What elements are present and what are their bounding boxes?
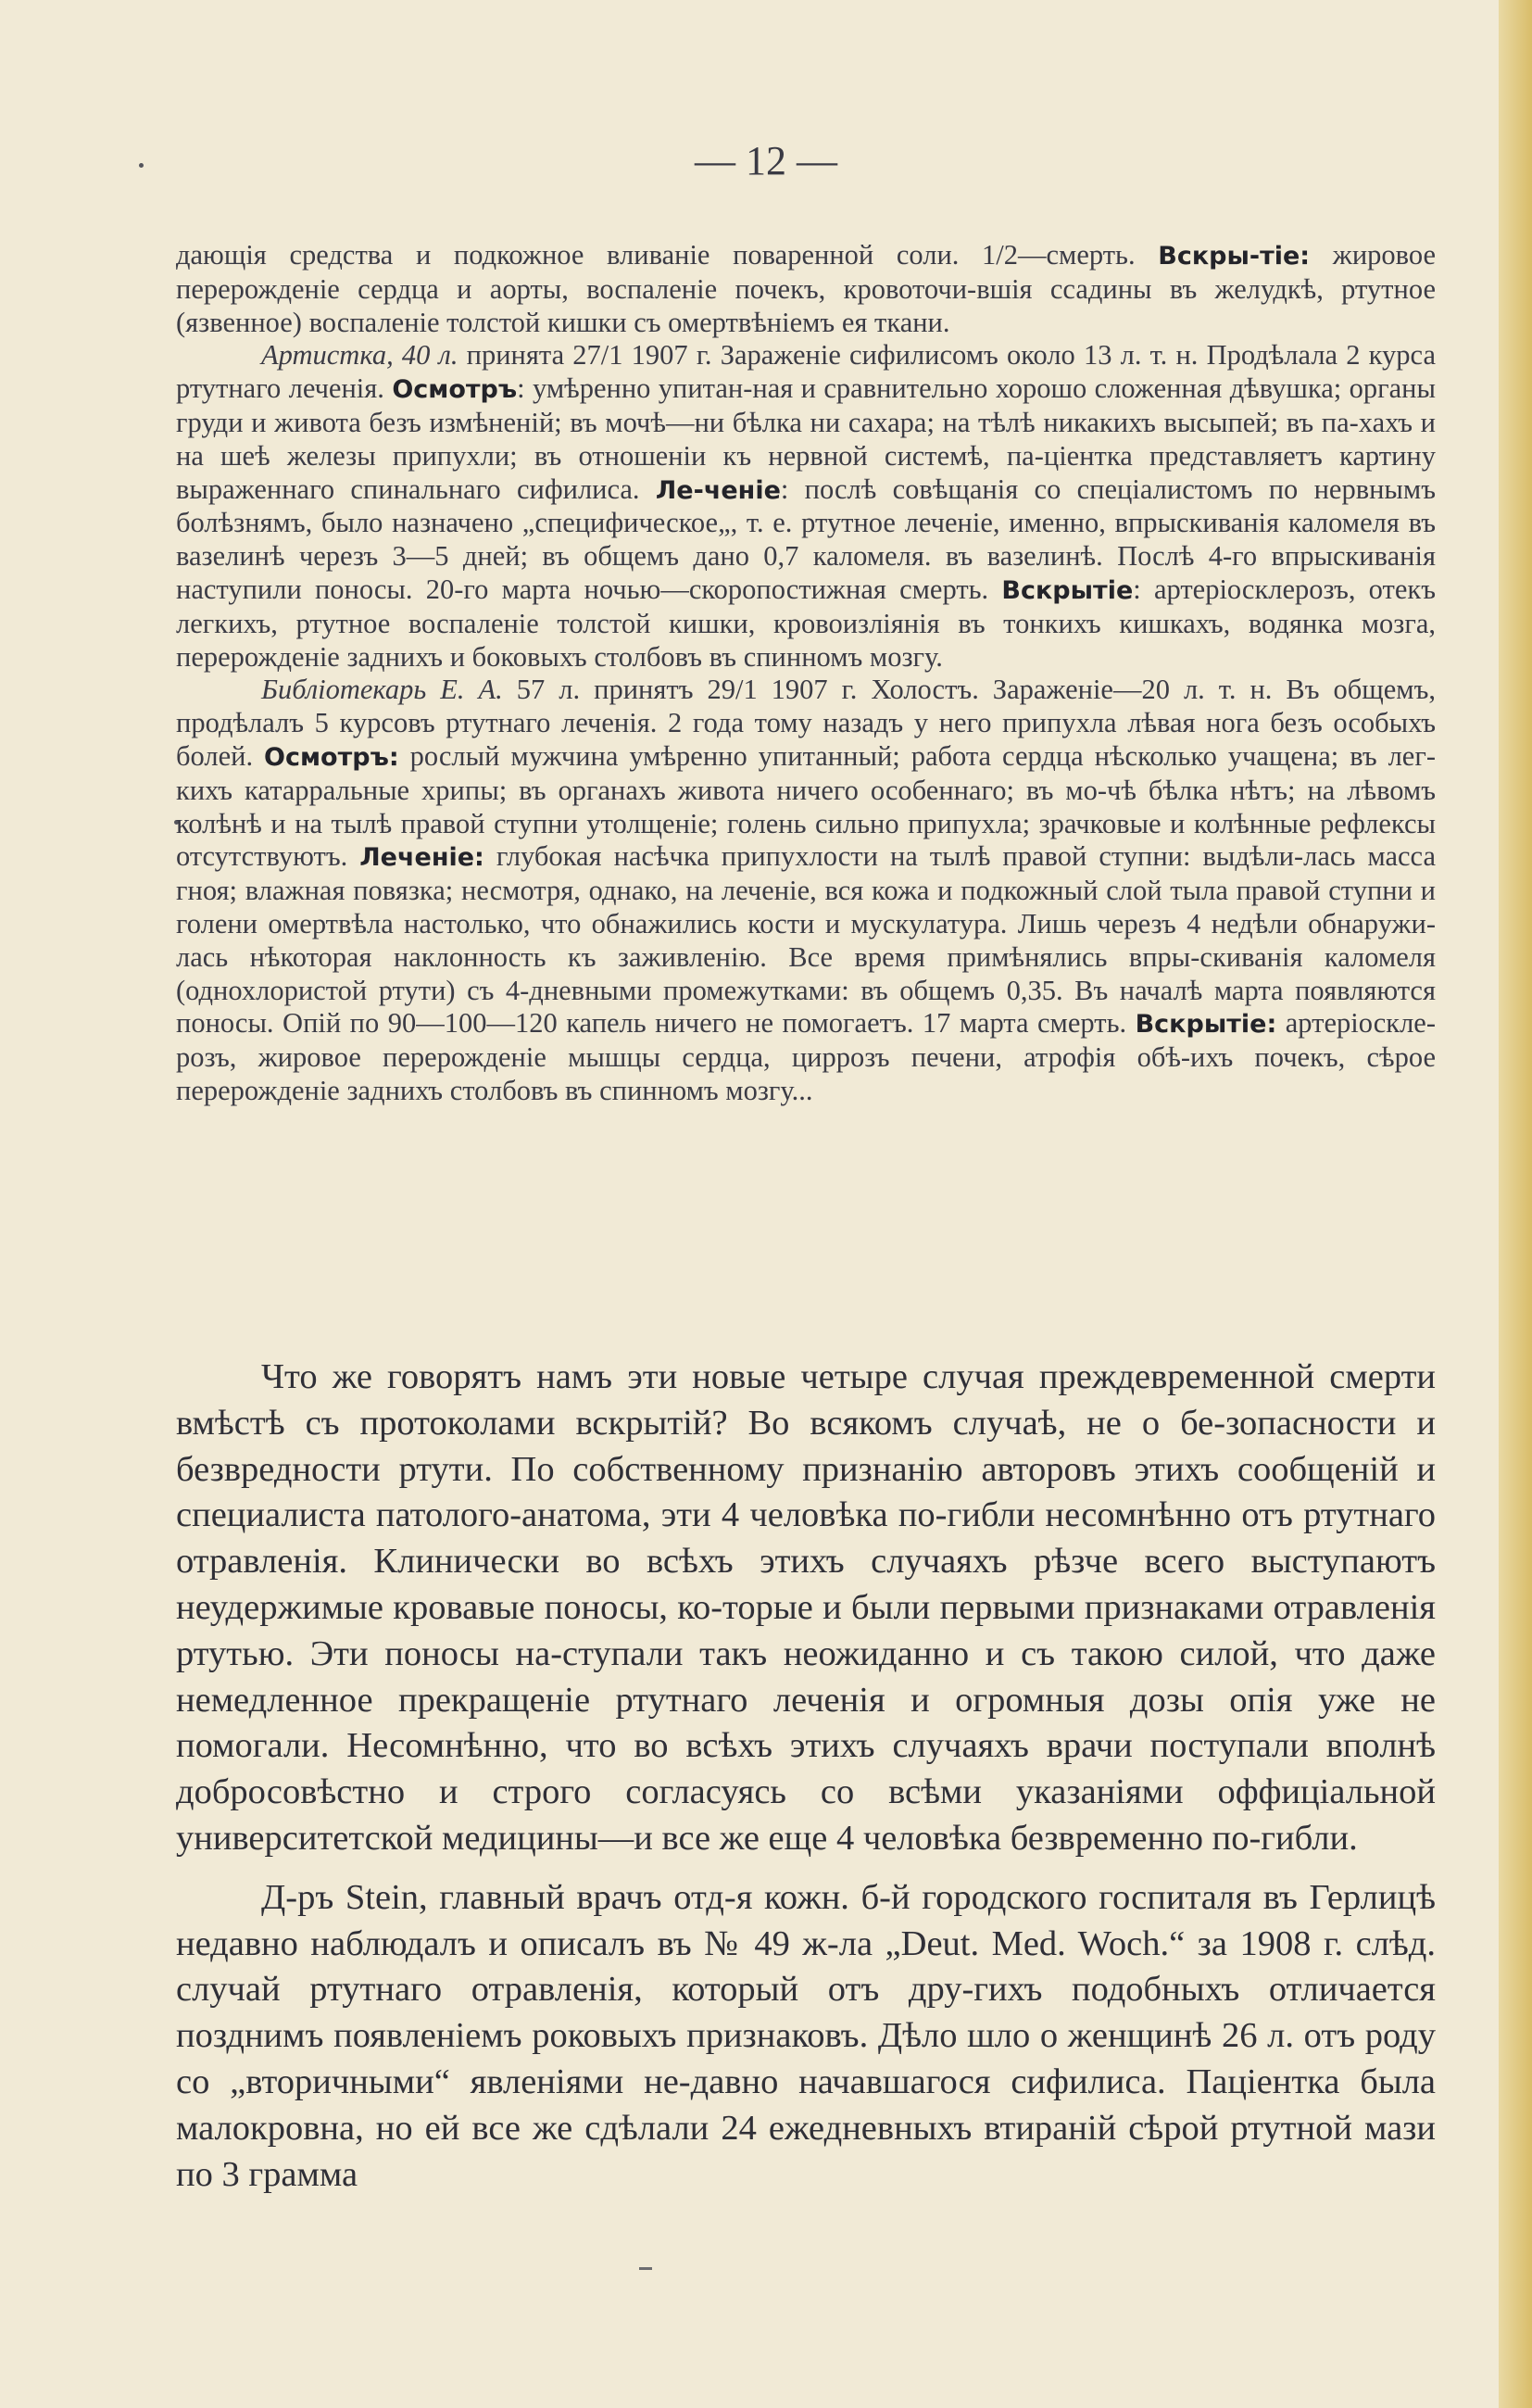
section-heading: Вскрытіе: [1135, 1010, 1277, 1040]
case-patient-label: Библіотекарь Е. А. [261, 674, 503, 706]
page-edge [1499, 0, 1532, 2408]
main-text-block [176, 1355, 1436, 2198]
section-heading: Осмотръ [392, 375, 518, 405]
section-heading: Вскры-тіе: [1158, 242, 1311, 271]
body-paragraph: Что же говорятъ намъ эти новые четыре случая преждевременной смерти вмѣстѣ съ протоколами вскрытій? Во всякомъ случаѣ, не о бе-зопасности и безвредности ртути. По собственному признанію авторовъ этихъ сообщеній и специалиста патолого-анатома, эти 4 человѣка по-гибли несомнѣнно отъ ртутнаго отравленія. Клинически во всѣхъ этихъ случаяхъ рѣзче всего выступаютъ неудержимые кровавые поносы, ко-торые и были первыми признаками отравленія ртутью. Эти поносы на-ступали такъ неожиданно и съ такою силой, что даже немедленное прекращеніе ртутнаго леченія и огромныя дозы опія уже не помогали. Несомнѣнно, что во всѣхъ этихъ случаяхъ врачи поступали вполнѣ добросовѣстно и строго согласуясь со всѣми указаніями оффиціальной университетской медицины—и все же еще 4 человѣка безвременно по-гибли. [176, 1357, 1436, 1858]
section-heading: Леченіе: [359, 843, 484, 873]
case-reports-block [176, 239, 1436, 1108]
page-number: — 12 — [695, 138, 837, 183]
body-paragraph: Д-ръ Stein, главный врачъ отд-я кожн. б-й городского госпиталя въ Герлицѣ недавно наблюдалъ и описалъ въ № 49 ж-ла „Deut. Med. Woch.“ за 1908 г. слѣд. случай ртутнаго отравленія, который отъ дру-гихъ подобныхъ отличается позднимъ появленіемъ роковыхъ признаковъ. Дѣло шло о женщинѣ 26 л. отъ роду со „вторичными“ явленіями не-давно начавшагося сифилиса. Паціентка была малокровна, но ей все же сдѣлали 24 ежедневныхъ втираній сѣрой ртутной мази по 3 грамма [176, 1877, 1436, 2194]
section-heading: Осмотръ: [264, 742, 399, 772]
case-patient-label: Артистка, 40 л. [261, 339, 458, 372]
case-paragraph: Артистка, 40 л. принята 27/1 1907 г. Зараженіе сифилисомъ около 13 л. т. н. Продѣлала 2 курса ртутнаго леченія. Осмотръ: умѣренно упитан-ная и сравнительно хорошо сложенная дѣвушка; органы груди и живота безъ измѣненій; въ мочѣ—ни бѣлка ни сахара; на тѣлѣ никакихъ высыпей; въ па-хахъ и на шеѣ железы припухли; въ отношеніи къ нервной системѣ, па-ціентка представляетъ картину выраженнаго спинальнаго сифилиса. Ле-ченіе: послѣ совѣщанія со спеціалистомъ по нервнымъ болѣзнямъ, было назначено „специфическое„, т. е. ртутное леченіе, именно, впрыскиванія каломеля въ вазелинѣ черезъ 3—5 дней; въ общемъ дано 0,7 каломеля. въ вазелинѣ. Послѣ 4-го впрыскиванія наступили поносы. 20-го марта ночью—скоропостижная смерть. Вскрытіе: артеріосклерозъ, отекъ легкихъ, ртутное воспаленіе толстой кишки, кровоизліянія въ тонкихъ кишкахъ, водянка мозга, перерожденіе заднихъ и боковыхъ столбовъ въ спинномъ мозгу. [176, 339, 1437, 673]
bottom-mark [639, 2267, 652, 2270]
case-paragraph: Библіотекарь Е. А. 57 л. принятъ 29/1 1907 г. Холостъ. Зараженіе—20 л. т. н. Въ общемъ, продѣлалъ 5 курсовъ ртутнаго леченія. 2 года тому назадъ у него припухла лѣвая нога безъ особыхъ болей. Осмотръ: рослый мужчина умѣренно упитанный; работа сердца нѣсколько учащена; въ лег-кихъ катарральные хрипы; въ органахъ живота ничего особеннаго; въ мо-чѣ бѣлка нѣтъ; на лѣвомъ колѣнѣ и на тылѣ правой ступни утолщеніе; голень сильно припухла; зрачковые и колѣнные рефлексы отсутствуютъ. Леченіе: глубокая насѣчка припухлости на тылѣ правой ступни: выдѣли-лась масса гноя; влажная повязка; несмотря, однако, на леченіе, вся кожа и подкожный слой тыла правой ступни и голени омертвѣла настолько, что обнажились кости и мускулатура. Лишь черезъ 4 недѣли обнаружи-лась нѣкоторая наклонность къ заживленію. Все время примѣнялись впры-скиванія каломеля (однохлористой ртути) съ 4-дневными промежутками: въ общемъ 0,35. Въ началѣ марта появляются поносы. Опій по 90—100—120 капель ничего не помогаетъ. 17 марта смерть. Вскрытіе: артеріоскле-розъ, жировое перерожденіе мышцы сердца, циррозъ печени, атрофія обѣ-ихъ почекъ, сѣрое перерожденіе заднихъ столбовъ въ спинномъ мозгу... [176, 674, 1437, 1106]
case-paragraph: дающія средства и подкожное вливаніе поваренной соли. 1/2—смерть. Вскры-тіе: жировое перерожденіе сердца и аорты, воспаленіе почекъ, кровоточи-вшія ссадины въ желудкѣ, ртутное (язвенное) воспаленіе толстой кишки съ омертвѣніемъ ея ткани. [176, 239, 1436, 338]
section-heading: Вскрытіе [1001, 575, 1134, 605]
section-heading: Ле-ченіе [655, 475, 781, 505]
